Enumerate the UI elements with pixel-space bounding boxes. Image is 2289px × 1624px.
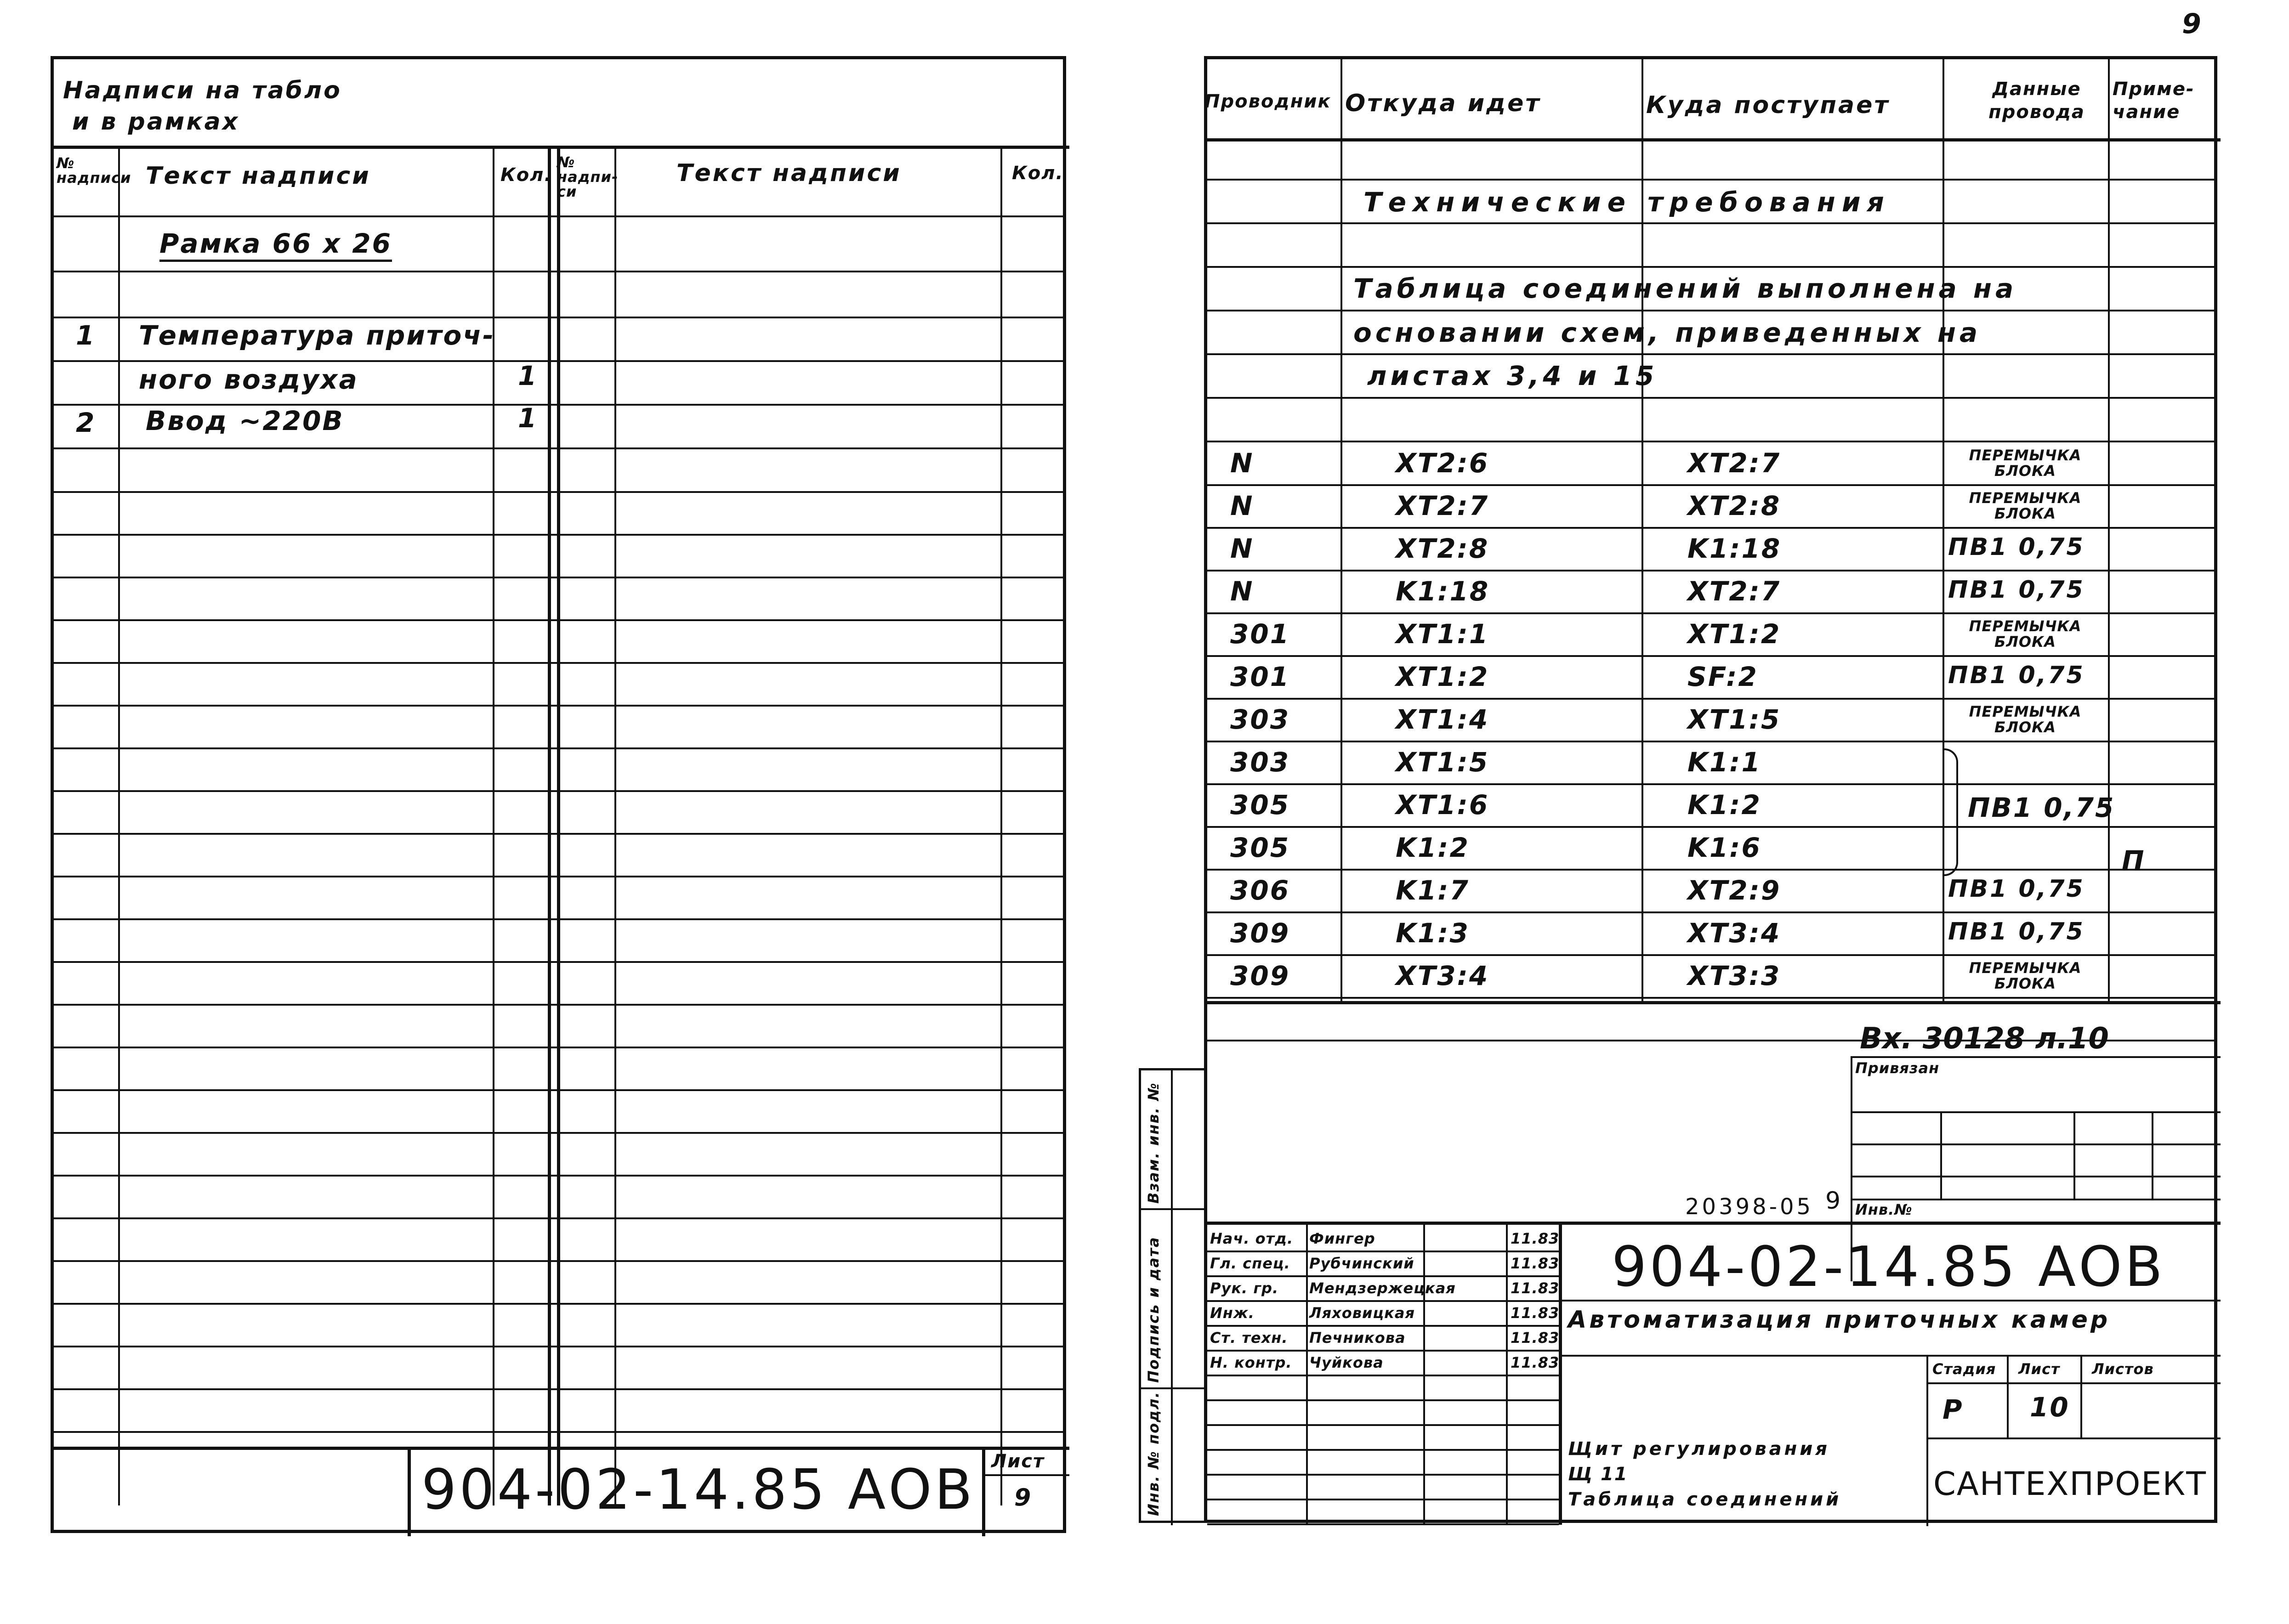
conductor-cell: N [1230,490,1254,521]
wire-cell: ПЕРЕМЫЧКА БЛОКА [1969,447,2082,480]
side-strip [1139,1068,1208,1523]
frame-label: Рамка 66 х 26 [159,230,392,262]
from-cell: K1:2 [1396,832,1470,863]
left-heading-line2: и в рамках [72,108,240,136]
from-cell: XT1:2 [1396,661,1489,692]
signer-role: Нач. отд. [1210,1230,1294,1247]
doc-title-3: Таблица соединений [1568,1489,1842,1510]
side-label-inv: Инв. № подл. [1145,1391,1162,1516]
row-2-qty: 1 [518,402,538,434]
left-heading-line1: Надписи на табло [63,77,342,104]
to-cell: K1:6 [1687,832,1761,863]
to-cell: XT3:4 [1687,917,1781,949]
from-cell: XT2:8 [1396,533,1489,564]
hdr-conductor: Проводник [1204,91,1331,112]
doc-title-1: Щит регулирования [1568,1438,1830,1460]
signer-name: Мендзержецкая [1309,1279,1456,1297]
sheets-label: Листов [2092,1360,2154,1378]
archive-no: 20398-05 [1685,1194,1814,1220]
conductor-cell: 303 [1230,704,1290,735]
to-cell: XT1:5 [1687,704,1781,735]
conductor-cell: 309 [1230,960,1290,991]
wire-cell: ПВ1 0,75 [1948,875,2085,903]
row-2-no: 2 [76,407,96,438]
right-sheet [1204,56,2217,1523]
col-qty-header: Кол. [500,164,552,186]
doc-title-2: Щ 11 [1568,1464,1628,1485]
signer-role: Ст. техн. [1210,1329,1288,1347]
wire-cell: ПЕРЕМЫЧКА БЛОКА [1969,617,2082,651]
right-stamp-code: 904-02-14.85 АОВ [1612,1235,2165,1299]
to-cell: XT2:7 [1687,576,1781,607]
attached-label: Привязан [1855,1059,1940,1077]
from-cell: XT2:6 [1396,447,1489,479]
conductor-cell: 309 [1230,917,1290,949]
conductor-cell: 303 [1230,747,1290,778]
signer-name: Печникова [1309,1329,1406,1347]
col-no-right-header: № надпи-си [557,153,619,200]
conductor-cell: 305 [1230,832,1290,863]
row-1-text: Температура приточ- [139,320,495,351]
left-sheet-label: Лист [991,1451,1045,1472]
signer-date: 11.83 [1511,1255,1560,1272]
to-cell: XT2:9 [1687,875,1781,906]
sheet-label: Лист [2018,1360,2060,1378]
left-sheet [51,56,1066,1533]
to-cell: XT3:3 [1687,960,1781,991]
to-cell: XT2:8 [1687,490,1781,521]
conductor-cell: 305 [1230,789,1290,820]
page-number: 9 [2182,8,2203,40]
signer-date: 11.83 [1511,1304,1560,1322]
signer-role: Гл. спец. [1210,1255,1290,1272]
wire-cell: ПВ1 0,75 [1948,662,2085,689]
row-1-no: 1 [76,320,96,351]
conductor-cell: N [1230,533,1254,564]
inv-label: Инв.№ [1855,1201,1913,1218]
note-line-2: основании схем, приведенных на [1353,317,1982,348]
row-1b-qty: 1 [518,360,538,391]
stage-label: Стадия [1932,1360,1996,1378]
hdr-note: Приме-чание [2113,79,2195,123]
side-label-sign: Подпись и дата [1145,1236,1162,1383]
to-cell: K1:2 [1687,789,1761,820]
from-cell: XT1:6 [1396,789,1489,820]
project-title: Автоматизация приточных камер [1568,1306,2111,1334]
note-p: П [2122,845,2146,876]
signer-role: Инж. [1210,1304,1255,1322]
from-cell: K1:3 [1396,917,1470,949]
row-1b-text: ного воздуха [139,364,358,395]
to-cell: SF:2 [1687,661,1758,692]
signer-name: Фингер [1309,1230,1375,1247]
side-label-replace: Взам. инв. № [1145,1082,1162,1204]
left-stamp-code: 904-02-14.85 АОВ [421,1458,975,1522]
hdr-from: Откуда идет [1345,90,1541,117]
wire-cell: ПВ1 0,75 [1948,918,2085,945]
conductor-cell: N [1230,447,1254,479]
stage-value: Р [1943,1394,1964,1425]
signer-date: 11.83 [1511,1354,1560,1371]
signer-date: 11.83 [1511,1230,1560,1247]
col-text-header: Текст надписи [146,162,371,190]
from-cell: XT2:7 [1396,490,1489,521]
to-cell: K1:1 [1687,747,1761,778]
conductor-cell: 306 [1230,875,1290,906]
wire-cell: ПЕРЕМЫЧКА БЛОКА [1969,959,2082,992]
to-cell: XT2:7 [1687,447,1781,479]
col-text-right-header: Текст надписи [676,159,902,187]
row-2-text: Ввод ~220В [146,405,344,436]
conductor-cell: 301 [1230,618,1290,650]
hdr-to: Куда поступает [1646,91,1890,119]
note-line-1: Таблица соединений выполнена на [1353,273,2017,304]
col-no-header: № надписи [57,154,131,187]
signer-name: Рубчинский [1309,1255,1414,1272]
to-cell: K1:18 [1687,533,1782,564]
from-cell: XT1:1 [1396,618,1489,650]
note-line-3: листах 3,4 и 15 [1367,360,1658,391]
from-cell: XT1:5 [1396,747,1489,778]
from-cell: K1:18 [1396,576,1490,607]
signer-name: Ляховицкая [1309,1304,1415,1322]
merged-wire-data: ПВ1 0,75 [1968,792,2115,823]
col-qty-right-header: Кол. [1012,163,1064,184]
from-cell: XT1:4 [1396,704,1489,735]
archive-sheet: 9 [1825,1187,1844,1215]
to-cell: XT1:2 [1687,618,1781,650]
conductor-cell: 301 [1230,661,1290,692]
from-cell: XT3:4 [1396,960,1489,991]
wire-cell: ПЕРЕМЫЧКА БЛОКА [1969,489,2082,522]
signer-date: 11.83 [1511,1329,1560,1347]
hdr-wire-data: Данные провода [1988,79,2085,123]
wire-cell: ПЕРЕМЫЧКА БЛОКА [1969,703,2082,736]
organization: САНТЕХПРОЕКТ [1933,1465,2207,1503]
left-sheet-no: 9 [1014,1484,1033,1511]
conductor-cell: N [1230,576,1254,607]
signer-role: Н. контр. [1210,1354,1292,1371]
sheet-no-value: 10 [2030,1392,2070,1423]
signer-name: Чуйкова [1309,1354,1384,1371]
signer-role: Рук. гр. [1210,1279,1279,1297]
signer-date: 11.83 [1511,1279,1560,1297]
tech-req: Технические требования [1363,187,1891,218]
wire-cell: ПВ1 0,75 [1948,533,2085,561]
from-cell: K1:7 [1396,875,1470,906]
wire-cell: ПВ1 0,75 [1948,576,2085,604]
handwritten-ref: Вх. 30128 л.10 [1860,1022,2109,1056]
